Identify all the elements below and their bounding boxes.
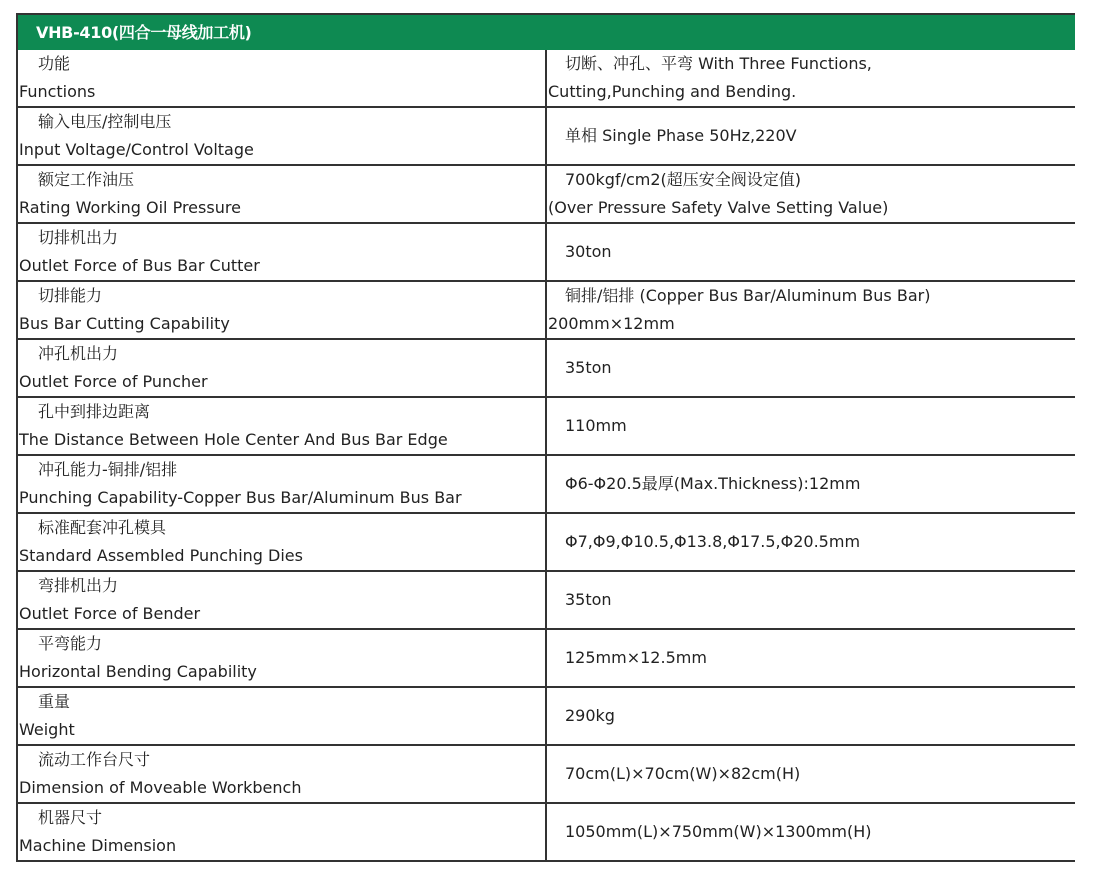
label-cell [17,107,546,165]
value-text: 35ton [565,358,612,377]
label-en: Standard Assembled Punching Dies [19,546,303,565]
table-row-bending-capability [17,629,1075,687]
value-text: 30ton [565,242,612,261]
spec-table [16,13,1075,862]
value-line-1: 铜排/铝排 (Copper Bus Bar/Aluminum Bus Bar) [565,286,931,305]
label-cn: 功能 [38,54,71,73]
label-en: Dimension of Moveable Workbench [19,778,302,797]
value-cell [546,281,1075,339]
table-row-weight [17,687,1075,745]
label-cell [17,223,546,281]
label-cn: 重量 [38,692,71,711]
label-en: Input Voltage/Control Voltage [19,140,254,159]
label-cn: 切排能力 [38,286,103,305]
value-line-2: 200mm×12mm [548,314,675,333]
value-cell [546,397,1075,455]
value-line-1: 700kgf/cm2(超压安全阀设定值) [565,170,802,189]
value-text: 70cm(L)×70cm(W)×82cm(H) [565,764,801,783]
label-en: Outlet Force of Bus Bar Cutter [19,256,260,275]
value-cell [546,629,1075,687]
label-cell [17,687,546,745]
value-text: 35ton [565,590,612,609]
label-cn: 标准配套冲孔模具 [38,518,167,537]
label-cn: 冲孔机出力 [38,344,119,363]
label-cell [17,397,546,455]
label-cell [17,745,546,803]
label-cell [17,339,546,397]
label-en: Machine Dimension [19,836,177,855]
value-cell [546,339,1075,397]
label-en: Bus Bar Cutting Capability [19,314,230,333]
label-cell [17,281,546,339]
value-text: Φ7,Φ9,Φ10.5,Φ13.8,Φ17.5,Φ20.5mm [565,532,861,551]
label-en: The Distance Between Hole Center And Bus Bar Edge [19,430,448,449]
value-line-1: 切断、冲孔、平弯 With Three Functions, [565,54,872,73]
table-row-workbench-dimension [17,745,1075,803]
value-text: 单相 Single Phase 50Hz,220V [565,126,797,145]
label-cn: 孔中到排边距离 [38,402,151,421]
value-cell [546,803,1075,861]
table-row-punching-capability [17,455,1075,513]
value-cell [546,165,1075,223]
value-cell [546,513,1075,571]
label-cn: 流动工作台尺寸 [38,750,151,769]
value-cell [546,745,1075,803]
value-cell [546,107,1075,165]
label-en: Outlet Force of Puncher [19,372,208,391]
table-row-bender-force [17,571,1075,629]
label-en: Punching Capability-Copper Bus Bar/Aluminum Bus Bar [19,488,462,507]
label-cn: 输入电压/控制电压 [38,112,172,131]
table-row-machine-dimension [17,803,1075,861]
label-en: Rating Working Oil Pressure [19,198,241,217]
label-cn: 机器尺寸 [38,808,103,827]
label-cn: 切排机出力 [38,228,119,247]
value-line-2: (Over Pressure Safety Valve Setting Value) [548,198,889,217]
table-title: VHB-410(四合一母线加工机) [17,14,1075,50]
label-cn: 额定工作油压 [38,170,135,189]
label-cn: 冲孔能力-铜排/铝排 [38,460,178,479]
value-text: 290kg [565,706,615,725]
value-text: 1050mm(L)×750mm(W)×1300mm(H) [565,822,872,841]
table-row-oil-pressure [17,165,1075,223]
label-cell [17,50,546,107]
label-cell [17,165,546,223]
table-row-functions [17,50,1075,107]
value-cell [546,223,1075,281]
label-en: Outlet Force of Bender [19,604,201,623]
table-row-punching-dies [17,513,1075,571]
value-line-2: Cutting,Punching and Bending. [548,82,797,101]
table-row-puncher-force [17,339,1075,397]
label-cn: 弯排机出力 [38,576,119,595]
label-en: Functions [19,82,96,101]
label-cell [17,629,546,687]
value-cell [546,571,1075,629]
table-row-input-voltage [17,107,1075,165]
label-cell [17,803,546,861]
table-row-hole-distance [17,397,1075,455]
value-cell [546,50,1075,107]
label-cell [17,571,546,629]
value-cell [546,455,1075,513]
value-cell [546,687,1075,745]
title-row [17,14,1075,50]
value-text: Φ6-Φ20.5最厚(Max.Thickness):12mm [565,474,861,493]
label-en: Weight [19,720,75,739]
label-cn: 平弯能力 [38,634,103,653]
value-text: 125mm×12.5mm [565,648,707,667]
label-cell [17,455,546,513]
label-en: Horizontal Bending Capability [19,662,257,681]
table-row-cutter-force [17,223,1075,281]
label-cell [17,513,546,571]
table-row-cutting-capability [17,281,1075,339]
value-text: 110mm [565,416,627,435]
